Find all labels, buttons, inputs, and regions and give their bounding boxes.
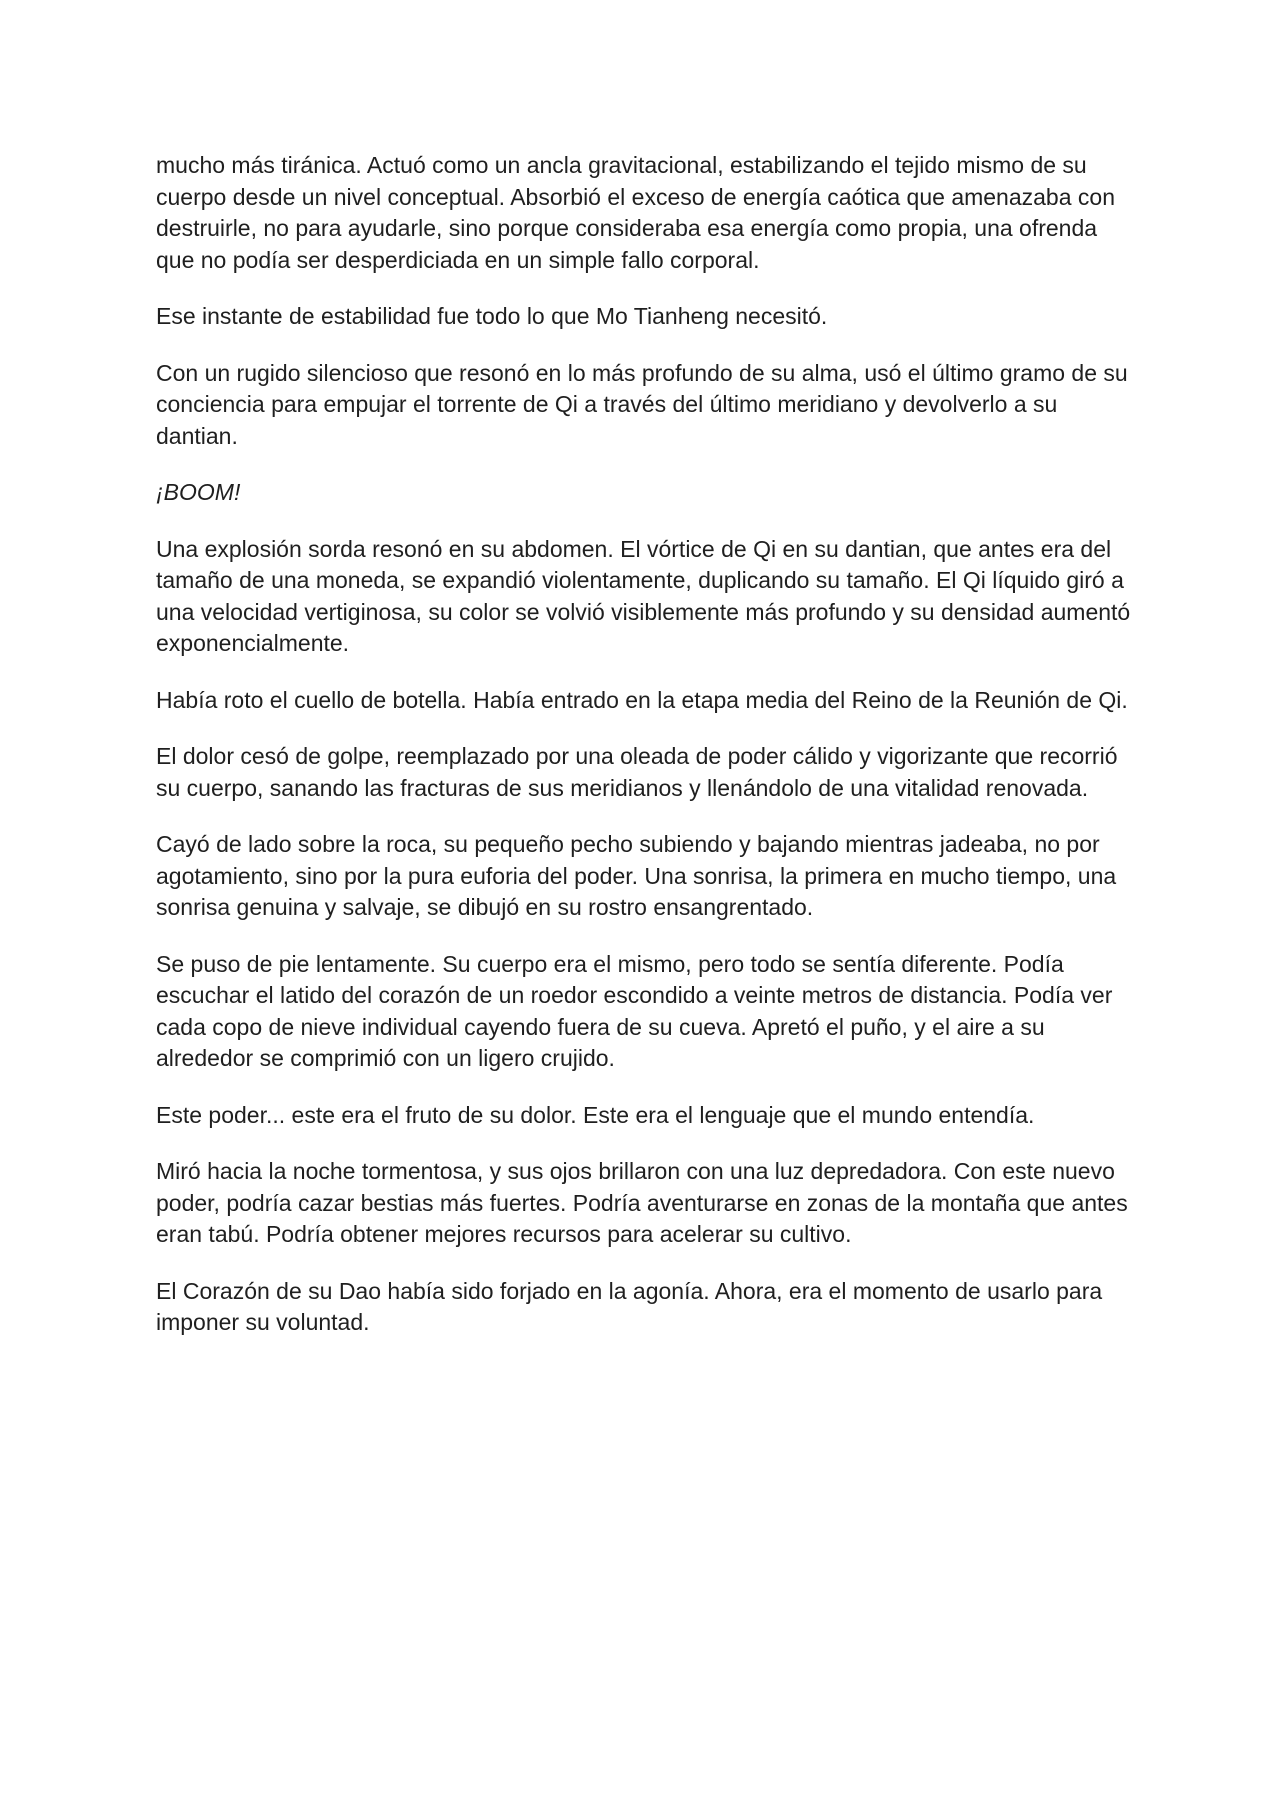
paragraph-6: Había roto el cuello de botella. Había entrado en la etapa media del Reino de la Reunión de Qi.	[156, 686, 1128, 713]
paragraph-11: Miró hacia la noche tormentosa, y sus ojos brillaron con una luz depredadora. Con este nuevo poder, podría cazar bestias más fuertes. Podría aventurarse en zonas de la montaña que antes eran tabú. Podría obtener mejores recursos para acelerar su cultivo.	[156, 1158, 1128, 1247]
paragraph-3: Con un rugido silencioso que resonó en lo más profundo de su alma, usó el último gramo de su conciencia para empujar el torrente de Qi a través del último meridiano y devolverlo a su dantian.	[156, 359, 1128, 449]
paragraph-2: Ese instante de estabilidad fue todo lo que Mo Tianheng necesitó.	[156, 303, 828, 329]
paragraph-4-boom: ¡BOOM!	[156, 479, 241, 505]
paragraph-8: Cayó de lado sobre la roca, su pequeño pecho subiendo y bajando mientras jadeaba, no por agotamiento, sino por la pura euforia del poder. Una sonrisa, la primera en mucho tiempo, una sonrisa genuina y salvaje, se dibujó en su rostro ensangrentado.	[156, 831, 1117, 920]
paragraph-12: El Corazón de su Dao había sido forjado en la agonía. Ahora, era el momento de usarlo para imponer su voluntad.	[156, 1277, 1103, 1335]
paragraph-5: Una explosión sorda resonó en su abdomen. El vórtice de Qi en su dantian, que antes era del tamaño de una moneda, se expandió violentamente, duplicando su tamaño. El Qi líquido giró a una velocidad vertiginosa, su color se volvió visiblemente más profundo y su densidad aumentó exponencialmente.	[156, 535, 1131, 656]
paragraph-1: mucho más tiránica. Actuó como un ancla gravitacional, estabilizando el tejido mismo de su cuerpo desde un nivel conceptual. Absorbió el exceso de energía caótica que amenazaba con destruirle, no para ayudarle, sino porque consideraba esa energía como propia, una ofrenda que no podía ser desperdiciada en un simple fallo corporal.	[156, 152, 1115, 273]
paragraph-7: El dolor cesó de golpe, reemplazado por una oleada de poder cálido y vigorizante que recorrió su cuerpo, sanando las fracturas de sus meridianos y llenándolo de una vitalidad renovada.	[156, 743, 1118, 801]
paragraph-9: Se puso de pie lentamente. Su cuerpo era el mismo, pero todo se sentía diferente. Podía escuchar el latido del corazón de un roedor escondido a veinte metros de distancia. Podía ver cada copo de nieve individual cayendo fuera de su cueva. Apretó el puño, y el aire a su alrededor se comprimió con un ligero crujido.	[156, 950, 1113, 1071]
paragraph-10: Este poder... este era el fruto de su dolor. Este era el lenguaje que el mundo entendía.	[156, 1101, 1035, 1128]
document-page	[156, 150, 1136, 1364]
